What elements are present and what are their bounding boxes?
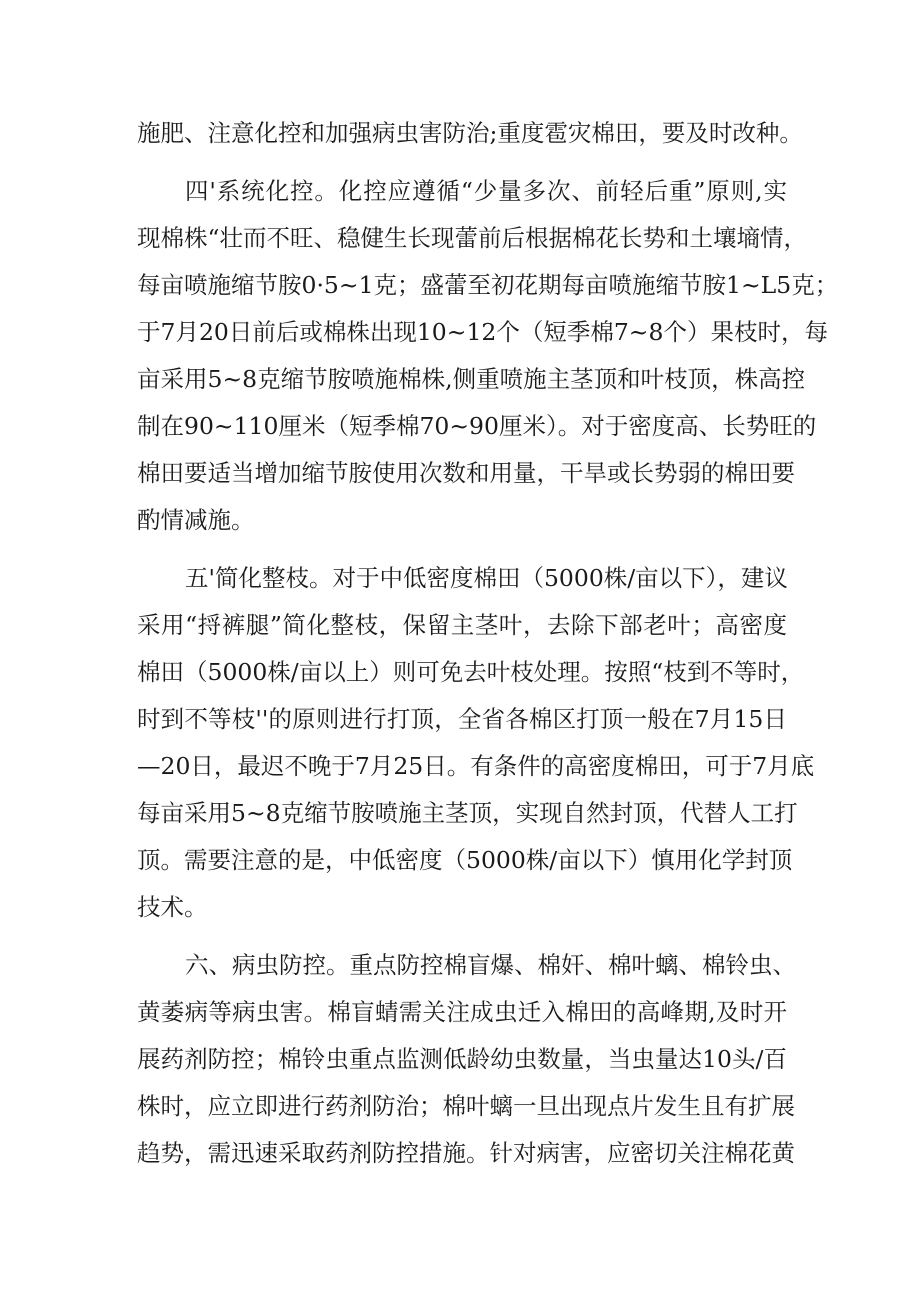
paragraph-simplified-pruning xyxy=(137,555,815,931)
text-line: 展药剂防控；棉铃虫重点监测低龄幼虫数量，当虫量达10头/百 xyxy=(137,1045,787,1073)
text-line: 顶。需要注意的是，中低密度（5000株/亩以下）慎用化学封顶 xyxy=(137,846,793,874)
text-line: 采用“捋裤腿”简化整枝，保留主茎叶，去除下部老叶；高密度 xyxy=(137,611,787,639)
text-line: 亩采用5~8克缩节胺喷施棉株,侧重喷施主茎顶和叶枝顶，株高控 xyxy=(137,365,806,393)
text-line: 趋势，需迅速采取药剂防控措施。针对病害，应密切关注棉花黄 xyxy=(137,1139,795,1167)
text-line: 每亩采用5~8克缩节胺喷施主茎顶，实现自然封顶，代替人工打 xyxy=(137,799,798,827)
text-line: 六、病虫防控。重点防控棉盲爆、棉奸、棉叶螭、棉铃虫、 xyxy=(185,951,796,979)
paragraph-gap xyxy=(137,544,787,555)
paragraph-system-regulation xyxy=(137,168,839,544)
text-line: 棉田要适当增加缩节胺使用次数和用量，干旱或长势弱的棉田要 xyxy=(137,459,795,487)
text-line: 棉田（5000株/亩以上）则可免去叶枝处理。按照“枝到不等时， xyxy=(137,658,805,686)
paragraph-pest-control xyxy=(137,942,796,1177)
text-line: 技术。 xyxy=(137,893,208,921)
text-line: 株时，应立即进行药剂防治；棉叶螭一旦出现点片发生且有扩展 xyxy=(137,1092,795,1120)
text-line: 黄萎病等病虫害。棉盲蜻需关注成虫迁入棉田的高峰期,及时开 xyxy=(137,998,787,1026)
text-line: 酌情减施。 xyxy=(137,506,255,534)
text-line: 五'简化整枝。对于中低密度棉田（5000株/亩以下），建议 xyxy=(185,564,788,592)
paragraph-continuation xyxy=(137,110,803,157)
text-line: 于7月20日前后或棉株出现10~12个（短季棉7~8个）果枝时，每 xyxy=(137,318,828,346)
document-body xyxy=(137,110,839,1177)
text-line: 制在90~110厘米（短季棉70~90厘米）。对于密度高、长势旺的 xyxy=(137,412,817,440)
text-line: 施肥、注意化控和加强病虫害防治;重度雹灾棉田，要及时改种。 xyxy=(137,119,803,147)
paragraph-gap xyxy=(137,157,787,168)
text-line: 四'系统化控。化控应遵循“少量多次、前轻后重”原则,实 xyxy=(185,177,787,205)
text-line: —20日，最迟不晚于7月25日。有条件的高密度棉田，可于7月底 xyxy=(137,752,815,780)
paragraph-gap xyxy=(137,931,787,942)
text-line: 时到不等枝''的原则进行打顶，全省各棉区打顶一般在7月15日 xyxy=(137,705,787,733)
text-line: 现棉株“壮而不旺、稳健生长现蕾前后根据棉花长势和土壤墒情， xyxy=(137,224,808,252)
text-line: 每亩喷施缩节胺0·5~1克；盛蕾至初花期每亩喷施缩节胺1~L5克； xyxy=(137,271,839,299)
